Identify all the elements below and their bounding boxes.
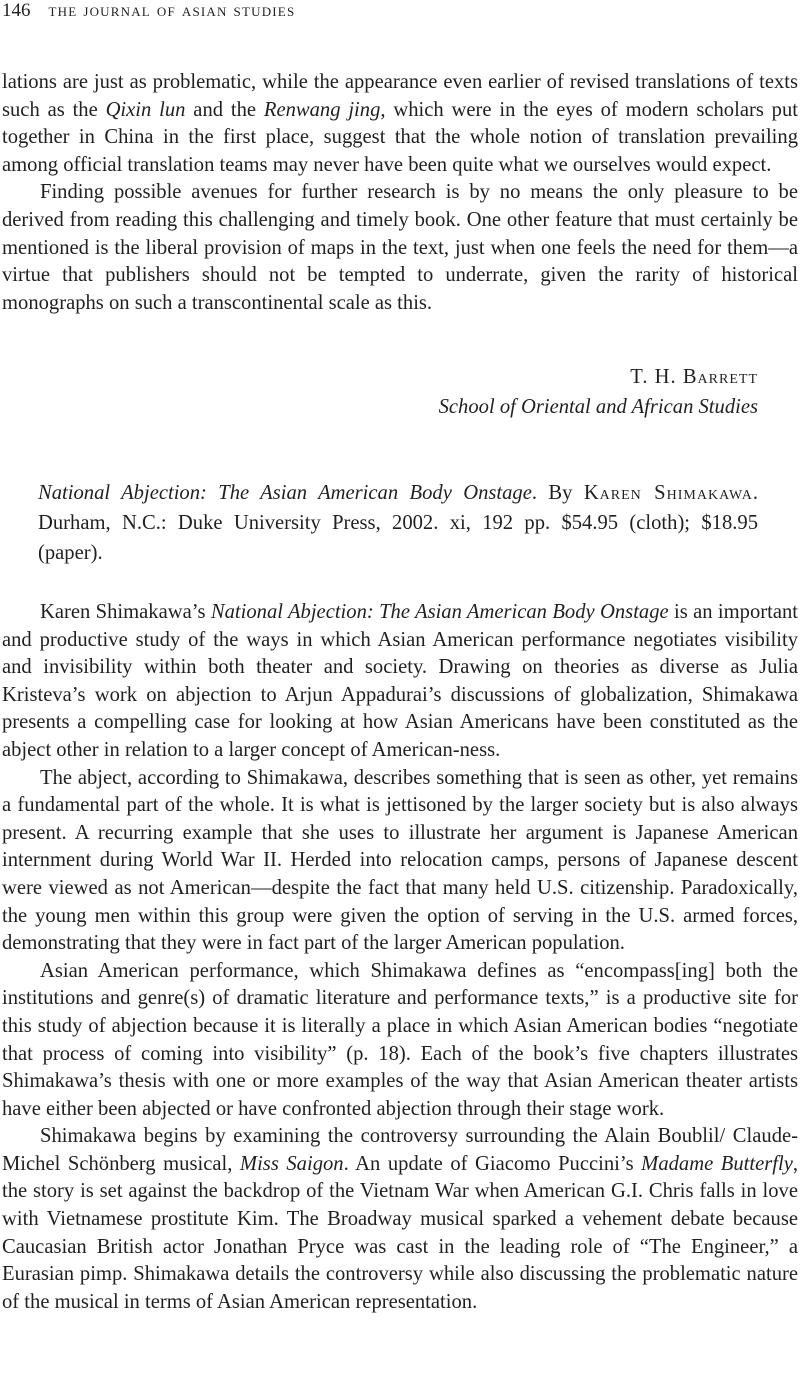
italic-title: Qixin lun xyxy=(105,98,186,121)
reviewer-signature xyxy=(439,362,758,422)
reviewer-name: T. H. Barrett xyxy=(630,366,758,388)
page-number: 146 xyxy=(2,0,31,21)
book-citation: National Abjection: The Asian American Body Onstage. By Karen Shimakawa. Durham, N.C.: Duke University Press, 2002. xi, 192 pp. $54.95 (cloth); $18.95 (paper). xyxy=(38,482,758,564)
publication-info: . Durham, N.C.: Duke University Press, 2002. xi, 192 pp. $54.95 (cloth); $18.95 (paper). xyxy=(38,482,758,564)
paragraph xyxy=(2,69,798,179)
text-run: and the xyxy=(185,98,264,121)
previous-review-text xyxy=(2,69,798,317)
running-head xyxy=(2,0,295,22)
text-run: Finding possible avenues for further research is by no means the only pleasure to be derived from reading this challenging and timely book. One other feature that must certainly be mentioned is the liberal provision of maps in the text, just when one feels the need for them—a virtue that publishers should not be tempted to underrate, given the rarity of historical monographs on such a transcontinental scale as this. xyxy=(2,181,798,314)
text-run: , the story is set against the backdrop of the Vietnam War when American G.I. Chris falls in love with Vietnamese prostitute Kim. The Broadway musical sparked a vehement debate because Caucasian British actor Jonathan Pryce was cast in the leading role of “The Engineer,” a Eurasian pimp. Shimakawa details the controversy while also discussing the problematic nature of the musical in terms of Asian American representation. xyxy=(2,1152,799,1313)
paragraph xyxy=(2,1123,798,1316)
paragraph xyxy=(2,599,798,765)
book-title: National Abjection: The Asian American Body Onstage xyxy=(38,482,532,504)
paragraph xyxy=(2,765,798,958)
text-run: , which were in the eyes of modern scholars put together in China in the first place, suggest that the whole notion of translation prevailing among official translation teams may never have been quite what we ourselves would expect. xyxy=(2,98,798,176)
text-run: Asian American performance, which Shimakawa defines as “encompass[ing] both the institutions and genre(s) of dramatic literature and performance texts,” is a productive site for this study of abjection because it is literally a place in which Asian American bodies “negotiate that process of coming into visibility” (p. 18). Each of the book’s five chapters illustrates Shimakawa’s thesis with one or more examples of the way that Asian American theater artists have either been abjected or have confronted abjection through their stage work. xyxy=(2,959,798,1120)
review-body xyxy=(2,599,798,1316)
reviewer-affiliation: School of Oriental and African Studies xyxy=(438,396,758,418)
paragraph xyxy=(2,958,798,1124)
text-run: is an important and productive study of the ways in which Asian American performance negotiates visibility and invisibility within both theater and society. Drawing on theories as diverse as Julia Kristeva’s work on abjection to Arjun Appadurai’s discussions of globalization, Shimakawa presents a compelling case for looking at how Asian Americans have been constituted as the abject other in relation to a larger concept of American-ness. xyxy=(2,601,799,761)
italic-title: Miss Saigon xyxy=(239,1152,344,1175)
paragraph xyxy=(2,179,798,317)
text-run: . An update of Giacomo Puccini’s xyxy=(343,1152,642,1175)
journal-title: the journal of asian studies xyxy=(48,0,296,21)
italic-title: National Abjection: The Asian American Body Onstage xyxy=(210,601,669,623)
book-author: Karen Shimakawa xyxy=(583,482,753,504)
text-run: The abject, according to Shimakawa, describes something that is seen as other, yet remains a fundamental part of the whole. It is what is jettisoned by the larger society but is also always present. A recurring example that she uses to illustrate her argument is Japanese American internment during World War II. Herded into relocation camps, persons of Japanese descent were viewed as not American—despite the fact that many held U.S. citizenship. Paradoxically, the young men within this group were given the option of serving in the U.S. armed forces, demonstrating that they were in fact part of the larger American population. xyxy=(2,766,798,955)
text-run: lations are just as problematic, while the appearance even earlier of revised translations of texts such as the xyxy=(2,71,798,121)
italic-title: Renwang jing xyxy=(263,98,381,121)
italic-title: Madame Butterfly xyxy=(641,1152,793,1175)
text-run: Karen Shimakawa’s xyxy=(40,601,211,623)
text-run: Shimakawa begins by examining the controversy surrounding the Alain Boublil/ Claude-Michel Schönberg musical, xyxy=(2,1125,798,1175)
